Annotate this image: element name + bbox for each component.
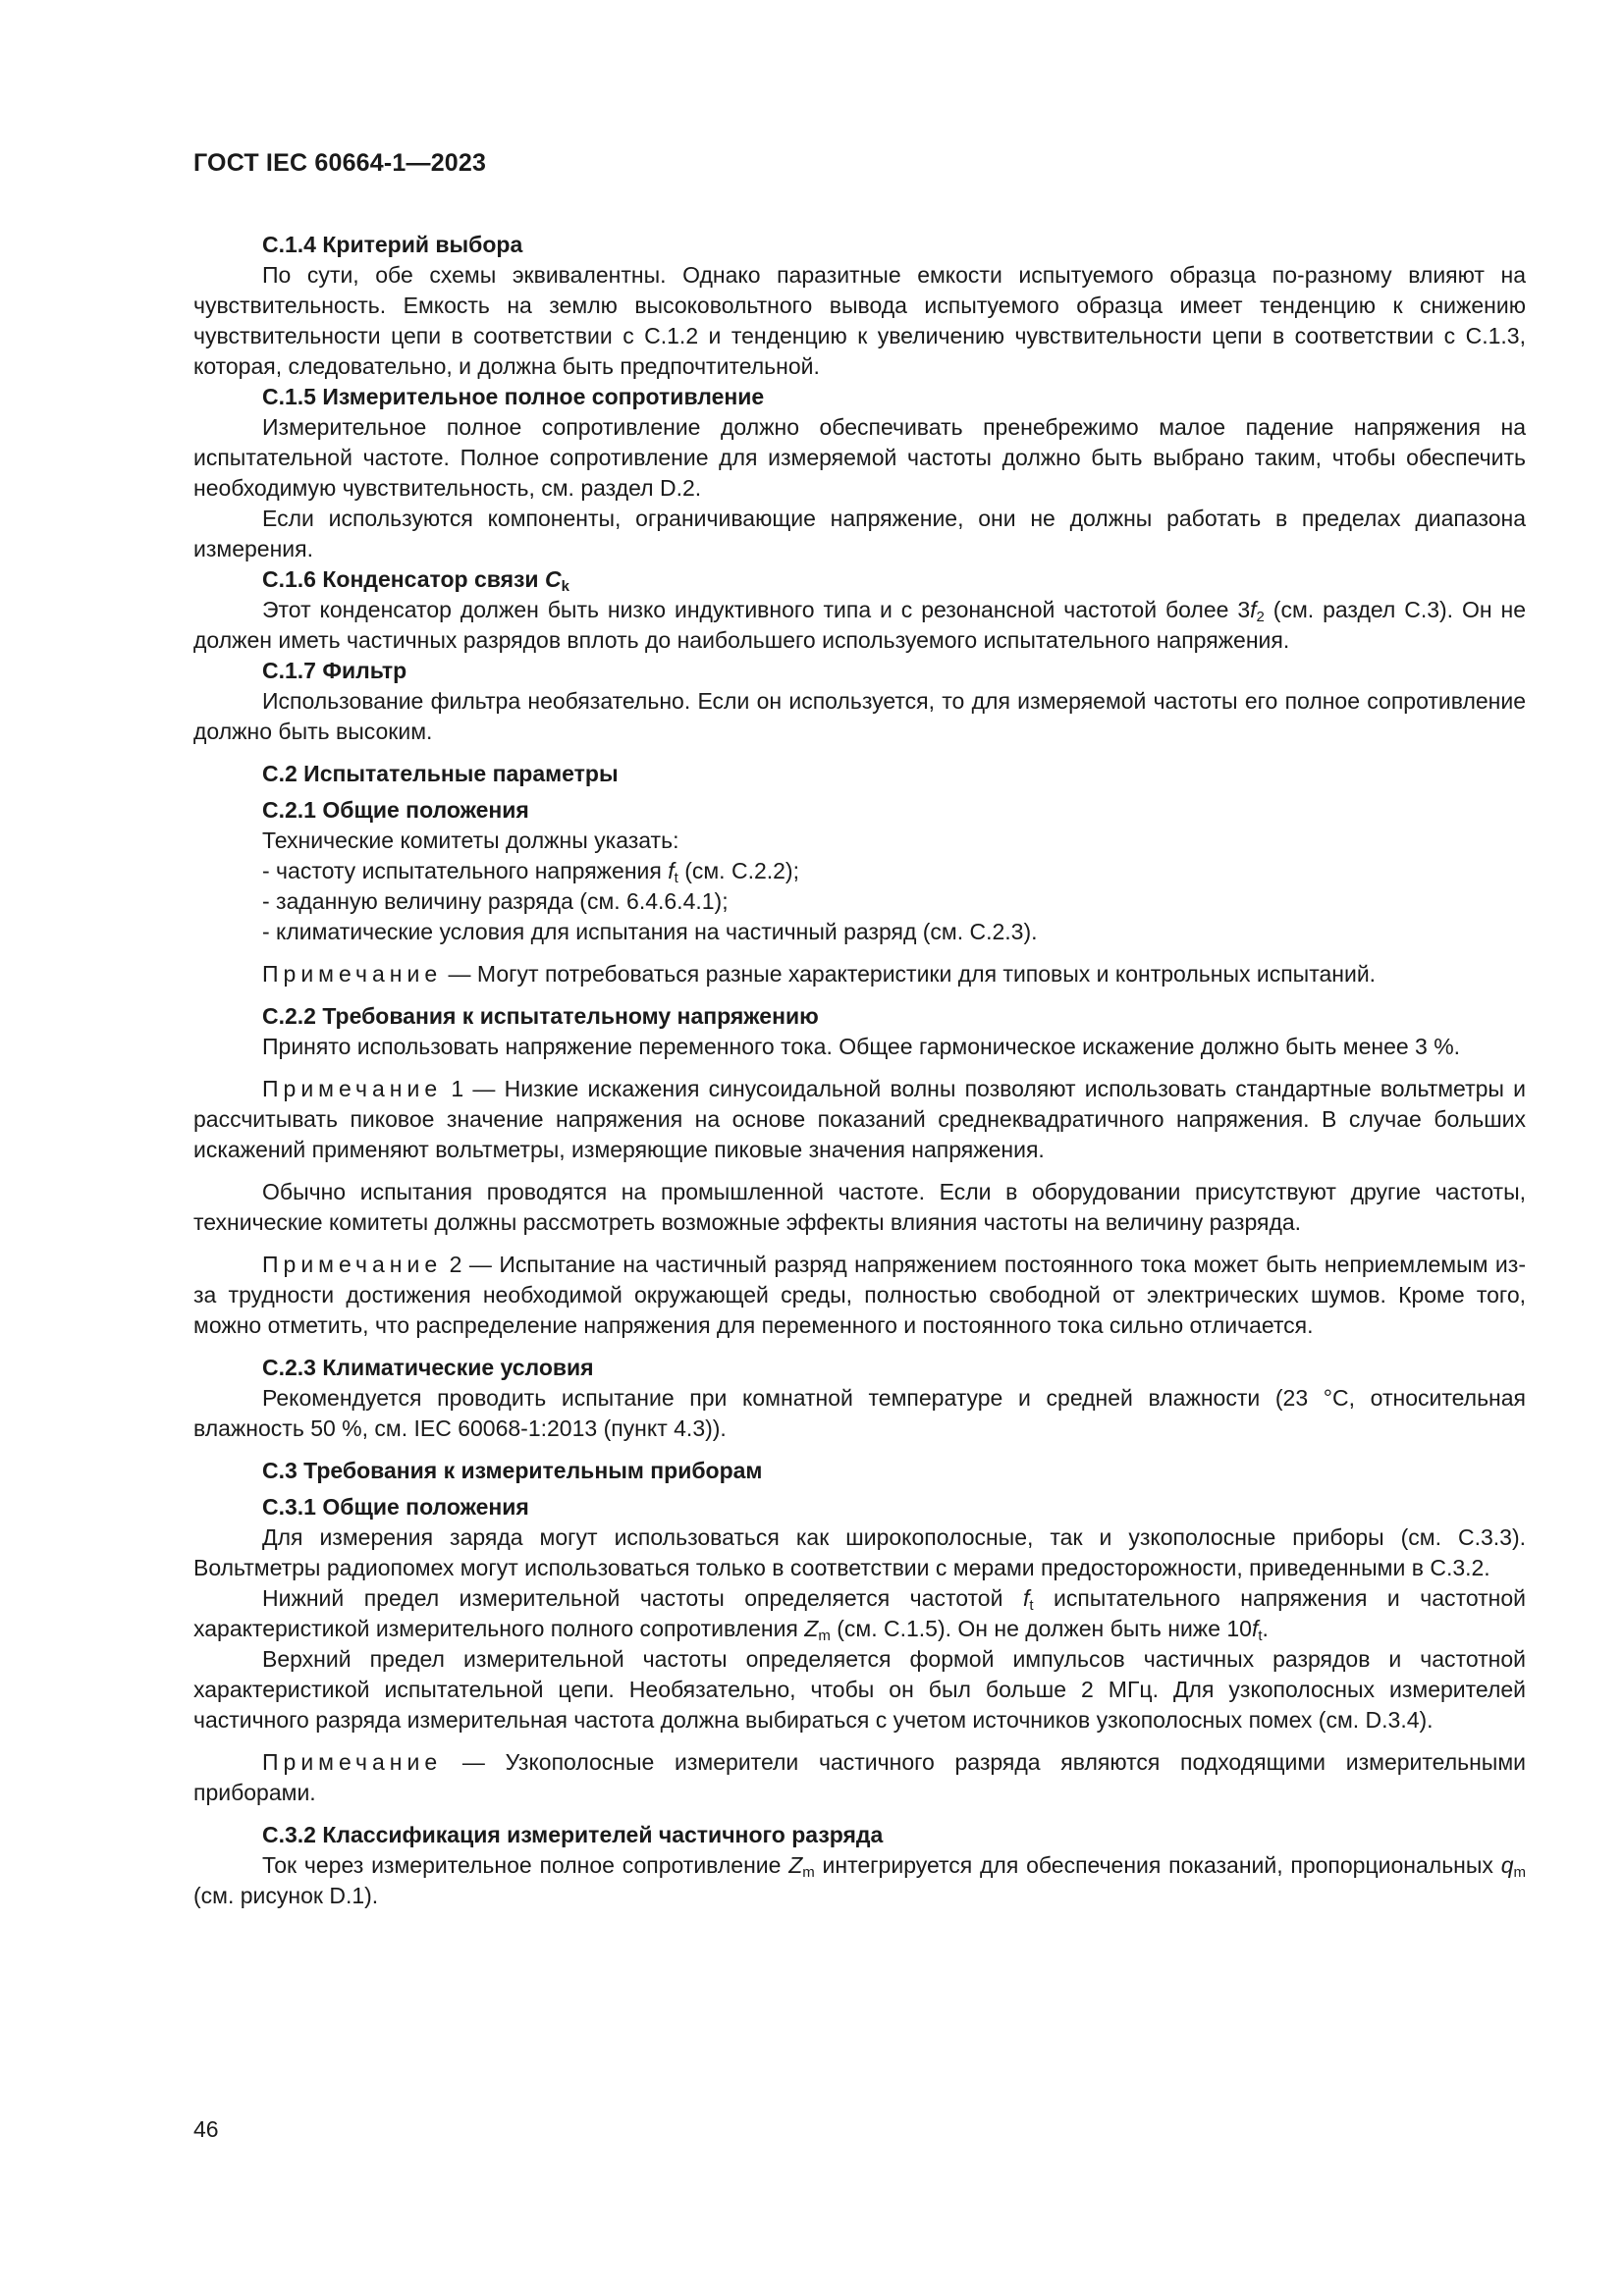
note-label: Примечание	[262, 1749, 443, 1775]
heading-c31: С.3.1 Общие положения	[262, 1494, 529, 1520]
text-run: (см. С.1.5). Он не должен быть ниже 10	[830, 1616, 1252, 1641]
heading-c17: С.1.7 Фильтр	[262, 658, 407, 683]
text-run: (см. рисунок D.1).	[193, 1883, 379, 1908]
note-text: — Могут потребоваться разные характеристики для типовых и контрольных испытаний.	[442, 961, 1377, 987]
document-body	[193, 230, 1526, 1911]
note-label: Примечание	[262, 961, 443, 987]
subscript: m	[818, 1628, 831, 1644]
text-run: Ток через измерительное полное сопротивление	[262, 1852, 789, 1878]
text-run: Нижний предел измерительной частоты определяется частотой	[262, 1585, 1023, 1611]
symbol: f	[668, 858, 675, 883]
subscript: t	[1258, 1628, 1263, 1644]
heading-c21: С.2.1 Общие положения	[262, 797, 529, 823]
heading-c23: С.2.3 Климатические условия	[262, 1355, 594, 1380]
paragraph: Если используются компоненты, ограничивающие напряжение, они не должны работать в пределах диапазона измерения.	[193, 506, 1526, 561]
symbol: q	[1500, 1852, 1514, 1878]
paragraph	[193, 1850, 1526, 1911]
symbol: f	[1251, 1616, 1259, 1641]
paragraph: Верхний предел измерительной частоты определяется формой импульсов частичных разрядов и частотной характеристикой испытательной цепи. Необязательно, чтобы он был больше 2 МГц. Для узкополосных измерителей частичного разряда измерительная частота должна выбираться с учетом источников узкополосных помех (см. D.3.4).	[193, 1646, 1526, 1733]
list-item: - заданную величину разряда (см. 6.4.6.4.1);	[262, 888, 729, 914]
heading-c15: С.1.5 Измерительное полное сопротивление	[262, 384, 765, 409]
note-text: 1 — Низкие искажения синусоидальной волны позволяют использовать стандартные вольтметры и рассчитывать пиковое значение напряжения на основе показаний среднеквадратичного напряжения. В случае больших искажений применяют вольтметры, измеряющие пиковые значения напряжения.	[193, 1076, 1526, 1162]
text-run: .	[1262, 1616, 1269, 1641]
paragraph: По сути, обе схемы эквивалентны. Однако паразитные емкости испытуемого образца по-разному влияют на чувствительность. Емкость на землю высоковольтного вывода испытуемого образца имеет тенденцию к снижению чувствительности цепи в соответствии с С.1.2 и тенденцию к увеличению чувствительности цепи в соответствии с С.1.3, которая, следовательно, и должна быть предпочтительной.	[193, 262, 1526, 379]
subscript: 2	[1256, 609, 1265, 625]
symbol: Z	[804, 1616, 819, 1641]
note-label: Примечание	[262, 1076, 443, 1101]
heading-c2: С.2 Испытательные параметры	[262, 761, 619, 786]
note	[193, 1250, 1526, 1341]
subscript: t	[1029, 1597, 1034, 1614]
paragraph	[193, 595, 1526, 656]
subscript: k	[561, 578, 569, 595]
subscript: t	[674, 870, 678, 886]
text-run: (см. раздел С.3). Он не должен иметь частичных разрядов вплоть до наибольшего используемого испытательного напряжения.	[193, 597, 1526, 653]
note	[193, 959, 1526, 989]
paragraph: Использование фильтра необязательно. Если он используется, то для измеряемой частоты его полное сопротивление должно быть высоким.	[193, 688, 1526, 744]
note-text: 2 — Испытание на частичный разряд напряжением постоянного тока может быть неприемлемым из-за трудности достижения необходимой окружающей среды, полностью свободной от электрических шумов. Кроме того, можно отметить, что распределение напряжения для переменного и постоянного тока сильно отличается.	[193, 1252, 1526, 1338]
text-run: - частоту испытательного напряжения	[262, 858, 669, 883]
paragraph: Для измерения заряда могут использоваться как широкополосные, так и узкополосные приборы (см. С.3.3). Вольтметры радиопомех могут использоваться только в соответствии с мерами предосторожности, приведенными в С.3.2.	[193, 1524, 1526, 1580]
text-run: (см. С.2.2);	[677, 858, 799, 883]
symbol: Z	[788, 1852, 803, 1878]
subscript: m	[802, 1864, 815, 1881]
text-run: испытательного напряжения и частотной характеристикой измерительного полного сопротивления	[193, 1585, 1526, 1641]
heading-c16	[193, 564, 1526, 595]
text-run: интегрируется для обеспечения показаний, пропорциональных	[814, 1852, 1501, 1878]
paragraph: Обычно испытания проводятся на промышленной частоте. Если в оборудовании присутствуют другие частоты, технические комитеты должны рассмотреть возможные эффекты влияния частоты на величину разряда.	[193, 1179, 1526, 1235]
note	[193, 1074, 1526, 1165]
subscript: m	[1513, 1864, 1526, 1881]
symbol: f	[1250, 597, 1257, 622]
note-text: — Узкополосные измерители частичного разряда являются подходящими измерительными приборами.	[193, 1749, 1526, 1805]
document-header: ГОСТ IEC 60664-1—2023	[193, 149, 487, 177]
note-label: Примечание	[262, 1252, 443, 1277]
heading-text: С.1.6 Конденсатор связи	[262, 566, 539, 592]
paragraph	[193, 1583, 1526, 1644]
paragraph: Измерительное полное сопротивление должно обеспечивать пренебрежимо малое падение напряжения на испытательной частоте. Полное сопротивление для измеряемой частоты должно быть выбрано таким, чтобы обеспечить необходимую чувствительность, см. раздел D.2.	[193, 414, 1526, 501]
symbol: C	[544, 566, 562, 592]
paragraph: Принято использовать напряжение переменного тока. Общее гармоническое искажение должно быть менее 3 %.	[262, 1034, 1461, 1059]
page-number: 46	[193, 2116, 219, 2142]
heading-c22: С.2.2 Требования к испытательному напряжению	[262, 1003, 819, 1029]
paragraph: Технические комитеты должны указать:	[262, 828, 679, 853]
symbol: f	[1022, 1585, 1030, 1611]
paragraph: Рекомендуется проводить испытание при комнатной температуре и средней влажности (23 °С, относительная влажность 50 %, см. IEC 60068-1:2013 (пункт 4.3)).	[193, 1385, 1526, 1441]
list-item: - климатические условия для испытания на частичный разряд (см. С.2.3).	[262, 919, 1038, 944]
text-run: Этот конденсатор должен быть низко индуктивного типа и с резонансной частотой более 3	[262, 597, 1251, 622]
note	[193, 1747, 1526, 1808]
heading-c32: С.3.2 Классификация измерителей частичного разряда	[262, 1822, 884, 1847]
heading-c14: С.1.4 Критерий выбора	[262, 232, 523, 257]
heading-c3: С.3 Требования к измерительным приборам	[262, 1458, 763, 1483]
list-item	[193, 856, 1526, 886]
